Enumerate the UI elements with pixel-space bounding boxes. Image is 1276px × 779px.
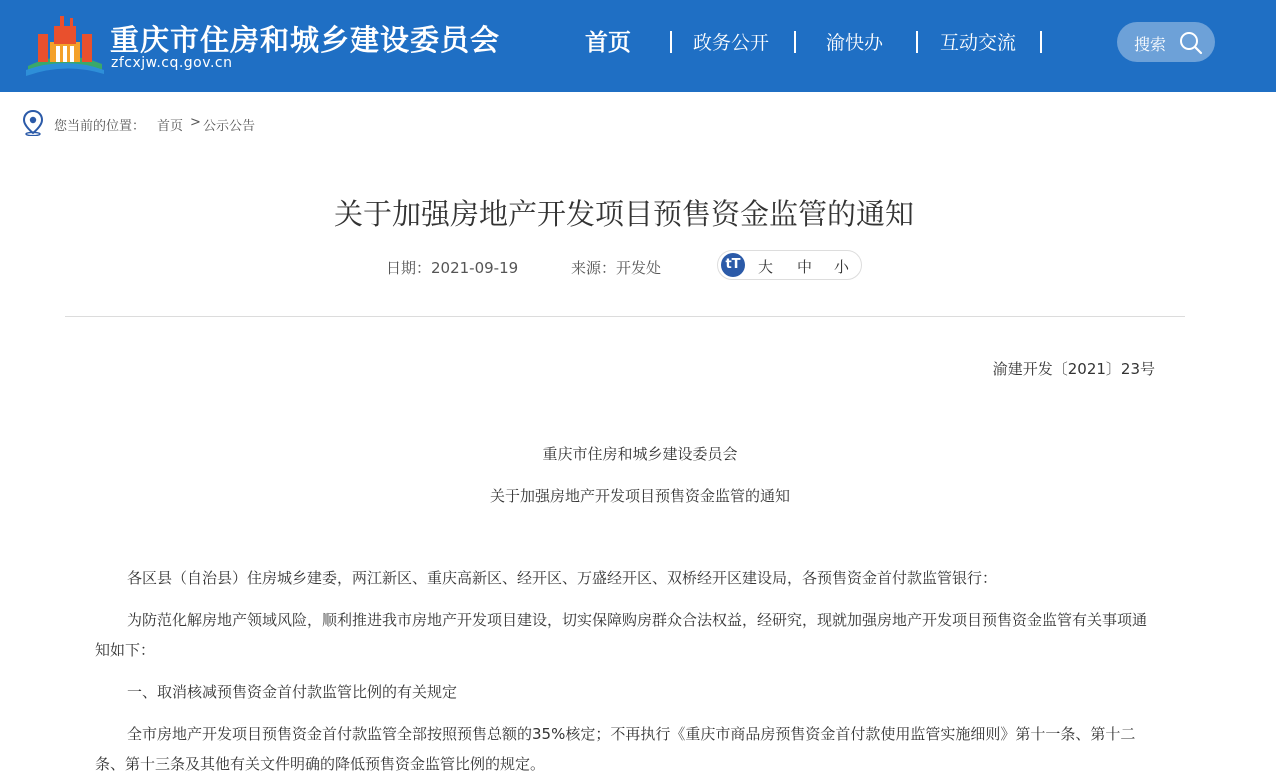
paragraph-section-body: 全市房地产开发项目预售资金首付款监管全部按照预售总额的35%核定；不再执行《重庆市商品房预售资金首付款使用监管实施细则》第十一条、第十二条、第十三条及其他有关文件明确的降低预售资金监管比例的规定。 bbox=[95, 725, 1136, 773]
notice-subtitle: 关于加强房地产开发项目预售资金监管的通知 bbox=[489, 487, 790, 505]
nav-item-government-affairs[interactable]: 政务公开 bbox=[693, 32, 770, 54]
nav-divider bbox=[916, 31, 918, 53]
title-divider bbox=[65, 316, 1185, 317]
paragraph-intro: 为防范化解房地产领域风险，顺利推进我市房地产开发项目建设，切实保障购房群众合法权益，经研究，现就加强房地产开发项目预售资金监管有关事项通知如下： bbox=[95, 611, 1148, 659]
font-size-medium-button[interactable]: 中 bbox=[797, 258, 813, 276]
font-size-large-button[interactable]: 大 bbox=[758, 258, 774, 276]
nav-divider bbox=[794, 31, 796, 53]
search-button[interactable] bbox=[1117, 22, 1215, 62]
font-size-control bbox=[717, 250, 862, 280]
breadcrumb-separator: > bbox=[190, 115, 201, 130]
nav-item-home[interactable]: 首页 bbox=[585, 30, 631, 56]
article-title: 关于加强房地产开发项目预售资金监管的通知 bbox=[333, 197, 914, 231]
breadcrumb-home-link[interactable]: 首页 bbox=[157, 119, 184, 134]
paragraph-addressees: 各区县（自治县）住房城乡建委，两江新区、重庆高新区、经开区、万盛经开区、双桥经开区建设局，各预售资金首付款监管银行： bbox=[127, 569, 998, 587]
breadcrumb-prefix: 您当前的位置： bbox=[54, 119, 146, 134]
site-header bbox=[0, 0, 1276, 92]
site-title[interactable]: 重庆市住房和城乡建设委员会 bbox=[110, 23, 501, 57]
nav-divider bbox=[670, 31, 672, 53]
nav-item-interaction[interactable]: 互动交流 bbox=[940, 32, 1017, 54]
nav-item-yukuaiban[interactable]: 渝快办 bbox=[826, 32, 884, 54]
search-label: 搜索 bbox=[1134, 35, 1167, 54]
paragraph-section-heading: 一、取消核减预售资金首付款监管比例的有关规定 bbox=[127, 683, 458, 701]
text-size-icon: tT bbox=[721, 253, 745, 277]
font-size-small-button[interactable]: 小 bbox=[834, 258, 850, 276]
article-source: 来源：开发处 bbox=[571, 259, 662, 277]
breadcrumb-current-link[interactable]: 公示公告 bbox=[203, 119, 256, 134]
article-date: 日期：2021-09-19 bbox=[386, 259, 519, 277]
document-number: 渝建开发〔2021〕23号 bbox=[992, 360, 1155, 378]
site-domain: zfcxjw.cq.gov.cn bbox=[111, 55, 233, 71]
issuer-line: 重庆市住房和城乡建设委员会 bbox=[542, 445, 738, 463]
search-icon bbox=[1178, 30, 1204, 56]
nav-divider bbox=[1040, 31, 1042, 53]
city-logo-icon[interactable] bbox=[24, 12, 106, 76]
location-pin-icon bbox=[22, 110, 44, 136]
